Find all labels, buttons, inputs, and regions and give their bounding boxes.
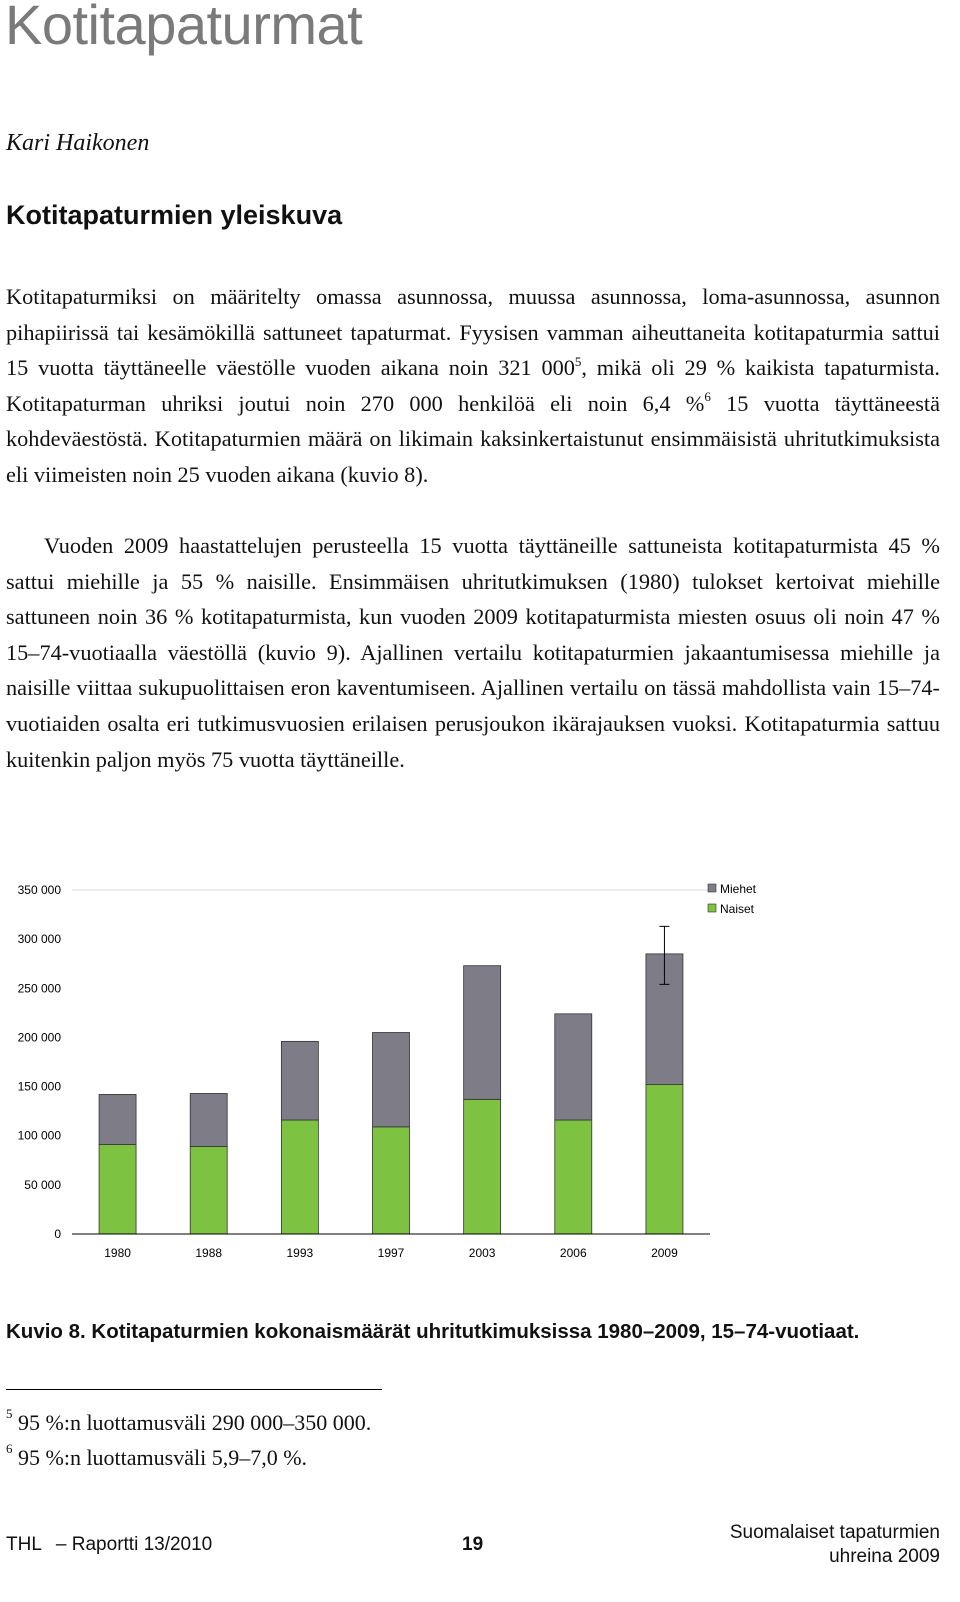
legend-label-naiset: Naiset <box>720 902 755 916</box>
page-title: Kotitapaturmat <box>5 0 363 56</box>
footnote-6-number: 6 <box>6 1440 13 1456</box>
x-tick-label: 1993 <box>286 1246 314 1260</box>
bar-naiset-2003 <box>464 1099 501 1234</box>
y-tick-label: 350 000 <box>17 883 61 897</box>
paragraph-2 <box>6 528 940 777</box>
y-tick-label: 200 000 <box>17 1030 61 1045</box>
stacked-bar-chart <box>0 870 960 1280</box>
chart-y-axis <box>18 883 62 1241</box>
y-tick-label: 250 000 <box>17 981 61 996</box>
x-tick-label: 1980 <box>104 1246 131 1260</box>
footnote-6-text: 95 %:n luottamusväli 5,9–7,0 %. <box>12 1445 308 1470</box>
bar-miehet-1993 <box>281 1041 318 1120</box>
paragraph-2-text: Vuoden 2009 haastattelujen perusteella 15 vuotta täyttäneille sattuneista kotitapaturmista 45 % sattui miehille ja 55 % naisille. Ensimmäisen uhritutkimuksen (1980) tulokset kertoivat miehille sattuneen noin 36 % kotitapaturmista, kun vuoden 2009 kotitapaturmista miesten osuus oli noin 47 % 15–74-vuotiaalla väestöllä (kuvio 9). Ajallinen vertailu kotitapaturmien jakaantumisessa miehille ja naisille viittaa sukupuolittaisen eron kaventumiseen. Ajallinen vertailu on tässä mahdollista vain 15–74-vuotiaiden osalta eri tutkimusvuosien erilaisen perusjoukon ikärajauksen vuoksi. Kotitapaturmia sattuu kuitenkin paljon myös 75 vuotta täyttäneille. <box>6 533 940 772</box>
bar-naiset-1980 <box>99 1145 136 1234</box>
footnote-5-text: 95 %:n luottamusväli 290 000–350 000. <box>12 1410 372 1435</box>
x-tick-label: 1988 <box>195 1246 223 1260</box>
bar-miehet-2006 <box>555 1014 592 1120</box>
paragraph-1 <box>6 279 940 493</box>
y-tick-label: 300 000 <box>17 932 61 947</box>
paragraph-1-text-c: 15 vuotta täyttäneestä kohdeväestöstä. Kotitapaturmien määrä on likimain kaksinkertaistunut ensimmäisistä uhritutkimuksista eli viimeisten noin 25 vuoden aikana (kuvio 8). <box>6 390 940 487</box>
footer-series-line-2: uhreina 2009 <box>829 1546 940 1567</box>
paragraph-1-text-a: Kotitapaturmiksi on määritelty omassa asunnossa, muussa asunnossa, loma-asunnossa, asunnon pihapiirissä tai kesämökillä sattuneet tapaturmat. Fyysisen vamman aiheuttaneita kotitapaturmia sattui 15 vuotta täyttäneelle väestölle vuoden aikana noin 321 000 <box>6 284 940 381</box>
footer-report <box>6 1534 212 1556</box>
footnote-6 <box>6 1440 308 1471</box>
footer-series-line-1: Suomalaiset tapaturmien <box>729 1522 940 1543</box>
bar-naiset-2006 <box>555 1120 592 1234</box>
bar-naiset-2009 <box>646 1085 683 1234</box>
footer-report-number: Raportti 13/2010 <box>71 1534 213 1555</box>
author-name: Kari Haikonen <box>6 130 150 156</box>
footer-series <box>730 1521 940 1569</box>
x-tick-label: 2006 <box>559 1246 587 1260</box>
bar-miehet-2003 <box>464 966 501 1100</box>
bar-miehet-1988 <box>190 1093 227 1146</box>
bar-naiset-1993 <box>281 1120 318 1234</box>
figure-caption: Kuvio 8. Kotitapaturmien kokonaismäärät uhritutkimuksissa 1980–2009, 15–74-vuotiaat. <box>6 1320 860 1343</box>
legend-swatch-miehet <box>708 884 716 892</box>
chart-legend <box>708 882 757 916</box>
footnote-5 <box>6 1405 372 1436</box>
x-tick-label: 2009 <box>651 1246 678 1260</box>
footer-publisher: THL <box>6 1534 42 1555</box>
chart-bars <box>99 926 683 1234</box>
y-tick-label: 0 <box>54 1227 61 1241</box>
y-tick-label: 50 000 <box>24 1177 61 1192</box>
footnote-5-number: 5 <box>6 1405 13 1421</box>
y-tick-label: 150 000 <box>17 1079 61 1094</box>
bar-naiset-1988 <box>190 1147 227 1234</box>
legend-swatch-naiset <box>708 904 716 912</box>
footnote-divider <box>6 1389 382 1390</box>
bar-naiset-1997 <box>373 1127 410 1234</box>
chart-x-axis <box>72 1234 710 1260</box>
paragraph-1-text-b: , mikä oli 29 % kaikista tapaturmista. Kotitapaturman uhriksi joutui noin 270 000 henkilöä eli noin 6,4 % <box>6 355 940 416</box>
footnote-ref-6[interactable]: 6 <box>704 389 711 405</box>
y-tick-label: 100 000 <box>17 1128 61 1143</box>
bar-miehet-1980 <box>99 1094 136 1144</box>
x-tick-label: 2003 <box>468 1246 496 1260</box>
x-tick-label: 1997 <box>377 1246 405 1260</box>
footnote-ref-5[interactable]: 5 <box>574 353 582 369</box>
section-heading: Kotitapaturmien yleiskuva <box>6 200 343 230</box>
bar-miehet-1997 <box>373 1033 410 1127</box>
legend-label-miehet: Miehet <box>720 882 757 896</box>
footer-dash: – <box>55 1534 67 1555</box>
page-number: 19 <box>462 1534 484 1555</box>
